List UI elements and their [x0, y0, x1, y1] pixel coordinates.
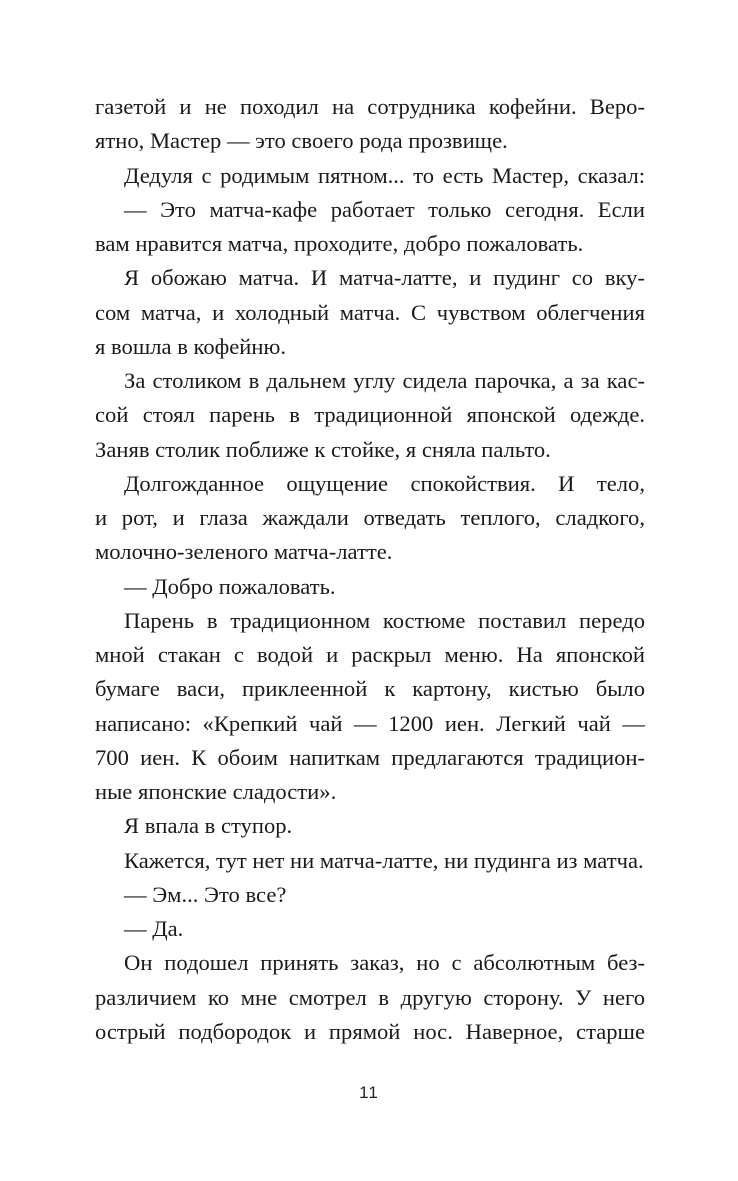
text-line: Он подошел принять заказ, но с абсолютным без- [124, 950, 645, 976]
text-line: мной стакан с водой и раскрыл меню. На японской [95, 642, 645, 667]
text-line: Парень в традиционном костюме поставил передо [124, 607, 645, 633]
text-line: За столиком в дальнем углу сидела парочка, а за кас- [124, 368, 645, 393]
text-line: молочно-зеленого матча-латте. [95, 539, 393, 565]
page-number: 11 [359, 1083, 379, 1102]
text-line: я вошла в кофейню. [95, 333, 287, 359]
text-line: Дедуля с родимым пятном... то есть Мастер, сказал: [124, 162, 645, 188]
text-line: — Да. [124, 916, 184, 941]
text-line: Я обожаю матча. И матча-латте, и пудинг со вку- [124, 265, 645, 291]
text-line: Заняв столик поближе к стойке, я сняла пальто. [95, 436, 551, 462]
text-line: газетой и не походил на сотрудника кофейни. Веро- [95, 94, 645, 119]
text-line: сом матча, и холодный матча. С чувством облегчения [95, 299, 645, 325]
text-line: сой стоял парень в традиционной японской одежде. [95, 402, 645, 428]
text-line: Я впала в ступор. [124, 813, 293, 839]
text-line: — Эм... Это все? [124, 881, 287, 907]
text-line: — Добро пожаловать. [124, 573, 336, 599]
text-line: — Это матча-кафе работает только сегодня. Если [124, 196, 645, 222]
text-line: Долгожданное ощущение спокойствия. И тело, [124, 470, 645, 496]
text-line: 700 иен. К обоим напиткам предлагаются традицион- [95, 744, 645, 770]
text-line: написано: «Крепкий чай — 1200 иен. Легкий чай — [95, 710, 645, 736]
text-line: Кажется, тут нет ни матча-латте, ни пудинга из матча. [124, 847, 644, 873]
text-line: вам нравится матча, проходите, добро пожаловать. [95, 231, 584, 256]
text-line: различием ко мне смотрел в другую сторону. У него [95, 984, 645, 1010]
text-line: бумаге васи, приклеенной к картону, кистью было [95, 676, 645, 702]
text-line: и рот, и глаза жаждали отведать теплого, сладкого, [95, 505, 645, 530]
text-line: ятно, Мастер — это своего рода прозвище. [95, 128, 508, 154]
body-text [95, 90, 645, 1049]
text-line: ные японские сладости». [95, 779, 337, 804]
text-line: острый подбородок и прямой нос. Наверное, старше [95, 1018, 645, 1044]
